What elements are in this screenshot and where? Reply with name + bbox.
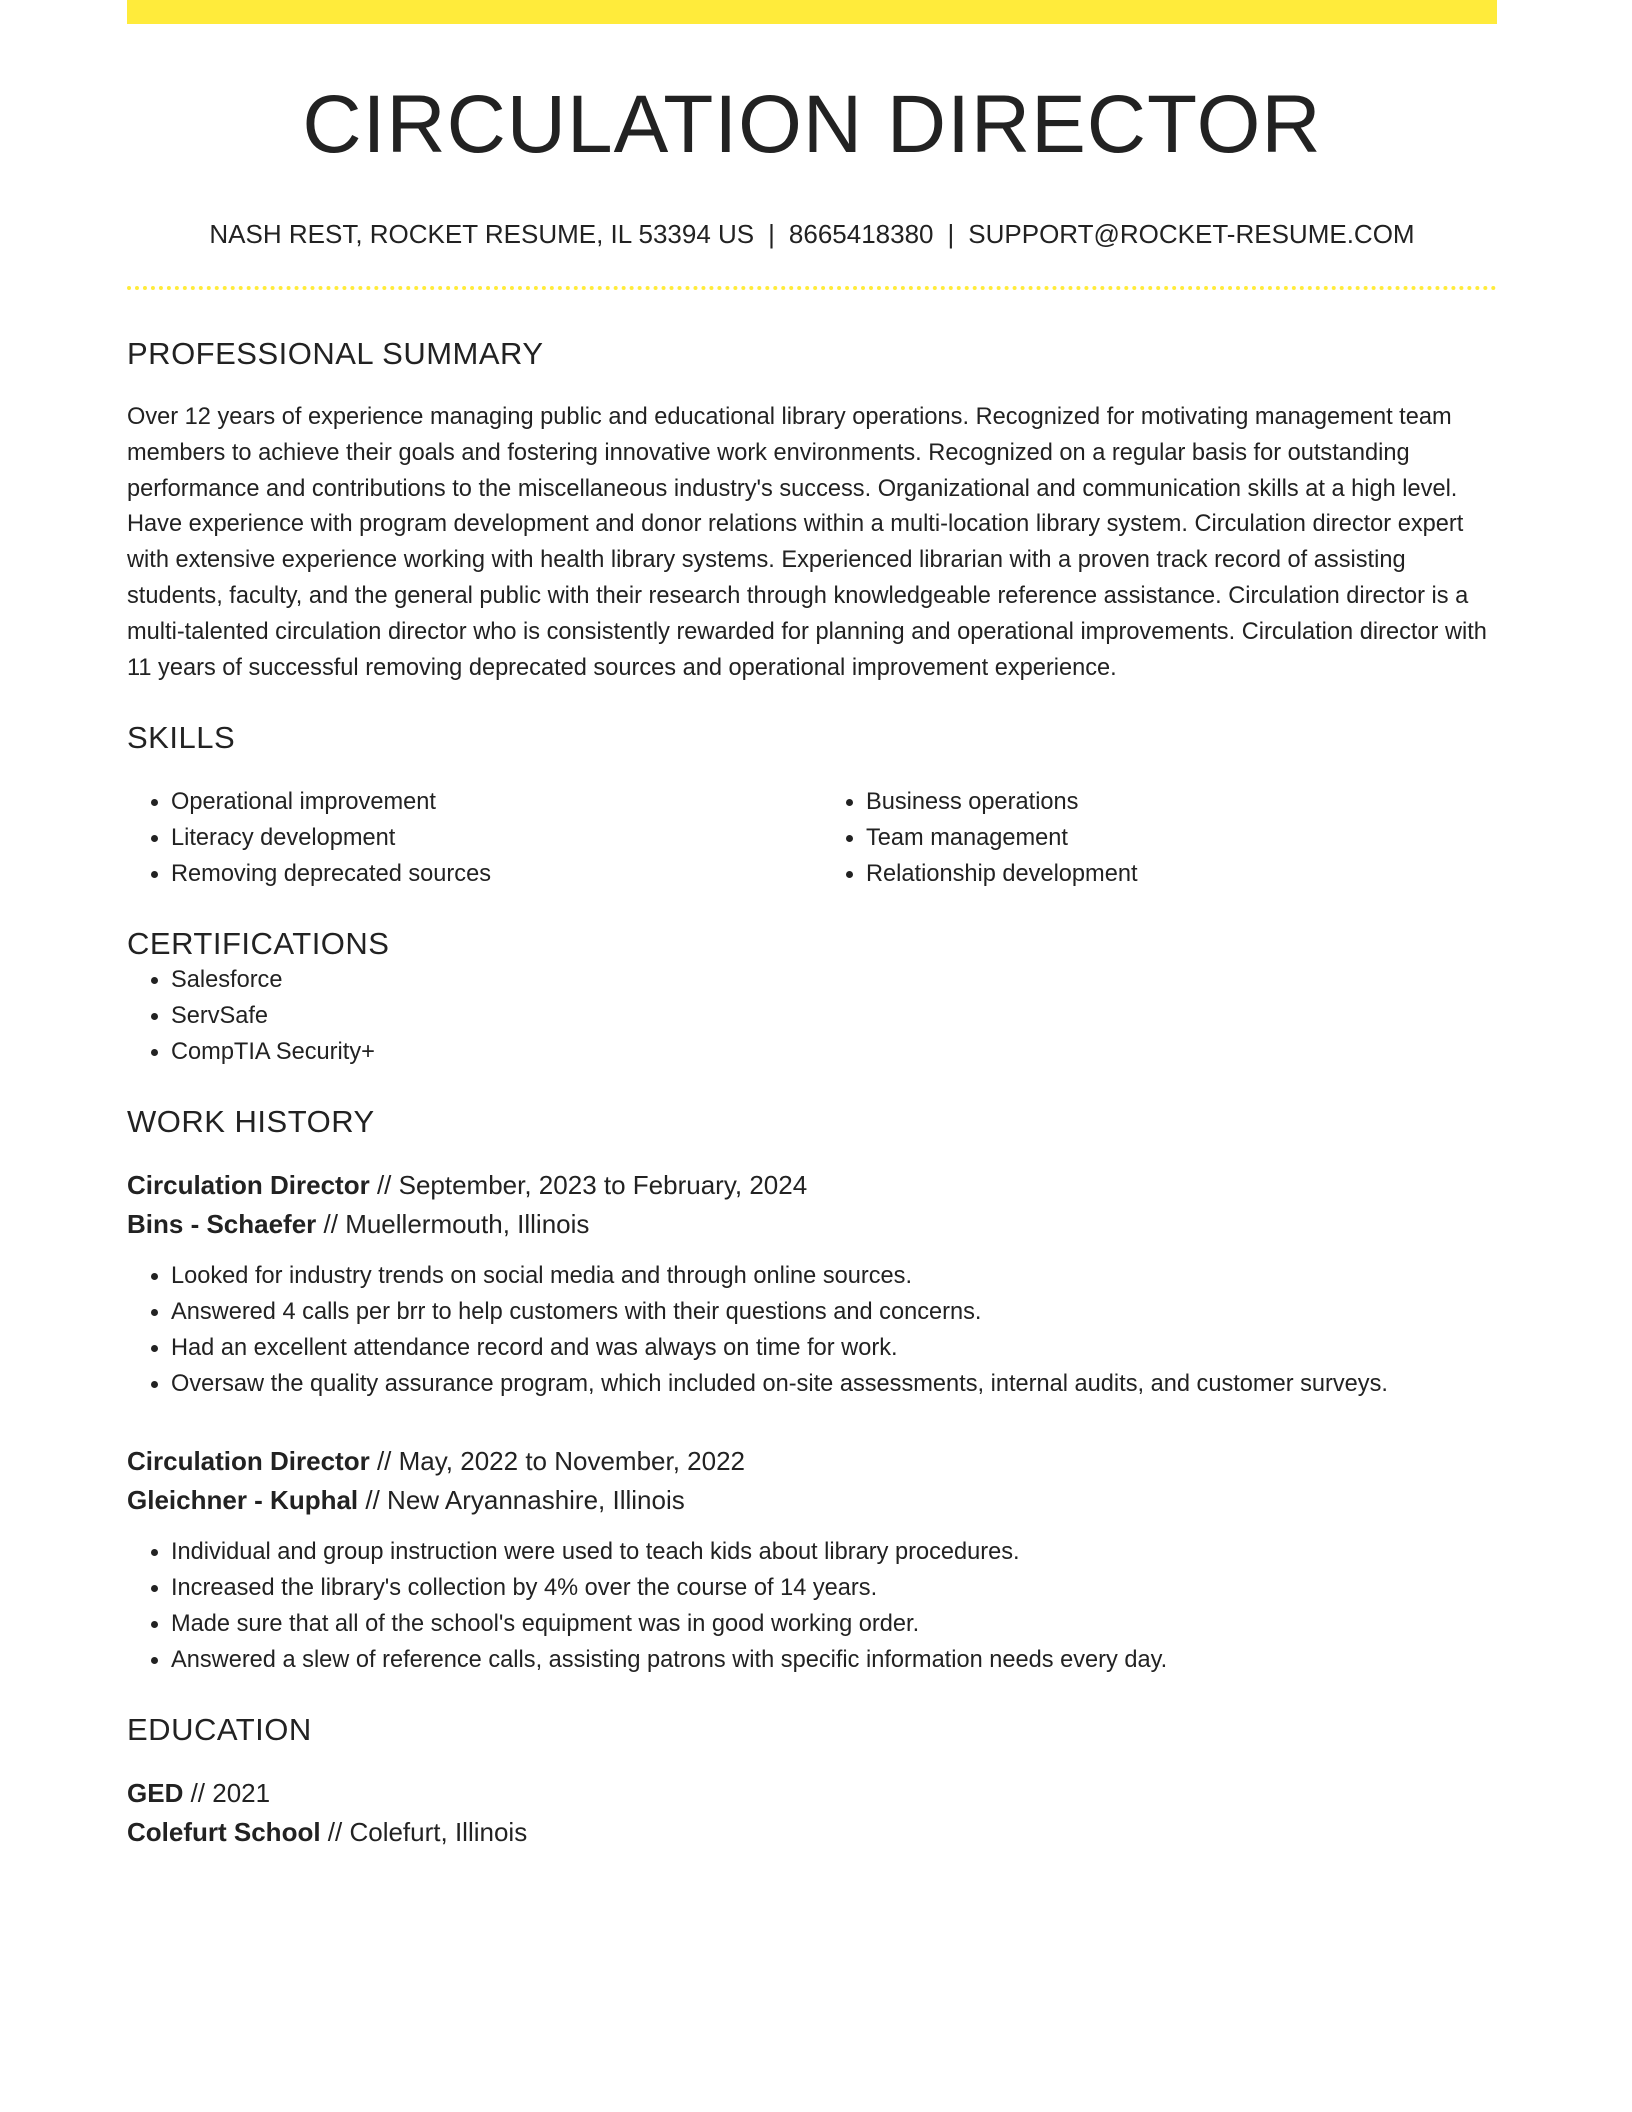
job-bullet: • Answered a slew of reference calls, assisting patrons with specific information needs every day. (171, 1642, 1497, 1678)
skill-item: • Business operations (866, 784, 1497, 820)
job-role: Circulation Director (127, 1446, 370, 1477)
summary-text: Over 12 years of experience managing public and educational library operations. Recognized for motivating management team members to achieve their goals and fostering innovative work environments. Recognized on a regular basis for outstanding performance and contributions to the miscellaneous industry's success. Organizational and communication skills at a high level. Have experience with program development and donor relations within a multi-location library system. Circulation director expert with extensive experience working with health library systems. Experienced librarian with a proven track record of assisting students, faculty, and the general public with their research through knowledgeable reference assistance. Circulation director is a multi-talented circulation director who is consistently rewarded for planning and operational improvements. Circulation director with 11 years of successful removing deprecated sources and operational improvement experience. (127, 403, 1487, 681)
job-company: Bins - Schaefer (127, 1209, 317, 1240)
skill-item: • Removing deprecated sources (171, 856, 802, 892)
section-title-skills: SKILLS (127, 720, 236, 756)
job-bullet: • Looked for industry trends on social media and through online sources. (171, 1258, 1497, 1294)
education-degree: GED (127, 1778, 184, 1809)
accent-top-bar (127, 0, 1497, 24)
contact-email: SUPPORT@ROCKET-RESUME.COM (968, 219, 1415, 250)
section-title-certifications: CERTIFICATIONS (127, 926, 390, 962)
dotted-divider (127, 286, 1497, 290)
skills-list-right (822, 784, 1497, 892)
section-title-summary: PROFESSIONAL SUMMARY (127, 335, 544, 371)
education-school: Colefurt School (127, 1817, 321, 1848)
education-entry (127, 1774, 1497, 1852)
skill-item: • Relationship development (866, 856, 1497, 892)
section-title-work-history: WORK HISTORY (127, 1104, 375, 1140)
contact-separator: | (947, 219, 955, 250)
resume-page (127, 0, 1497, 1852)
job-bullet: • Answered 4 calls per brr to help customers with their questions and concerns. (171, 1294, 1497, 1330)
section-title-education: EDUCATION (127, 1712, 312, 1748)
job-dates: // May, 2022 to November, 2022 (369, 1446, 746, 1477)
job-role-line (127, 1442, 1497, 1481)
certification-item: • CompTIA Security+ (171, 1034, 1497, 1070)
certification-item: • Salesforce (171, 962, 1497, 998)
job-company-line (127, 1481, 1497, 1520)
contact-address: NASH REST, ROCKET RESUME, IL 53394 US (209, 219, 755, 250)
job-location: // New Aryannashire, Illinois (358, 1485, 685, 1516)
contact-separator: | (768, 219, 775, 250)
contact-line (127, 218, 1497, 252)
job-dates: // September, 2023 to February, 2024 (369, 1170, 808, 1201)
skill-item: • Operational improvement (171, 784, 802, 820)
skills-list-left (127, 784, 802, 892)
certifications-list (127, 962, 1497, 1070)
skill-item: • Literacy development (171, 820, 802, 856)
job-role-line (127, 1166, 1497, 1205)
job-company: Gleichner - Kuphal (127, 1485, 359, 1516)
job-bullet: • Had an excellent attendance record and was always on time for work. (171, 1330, 1497, 1366)
education-year: // 2021 (183, 1778, 271, 1809)
job-company-line (127, 1205, 1497, 1244)
job-entry (127, 1442, 1497, 1678)
education-degree-line (127, 1774, 1497, 1813)
job-bullet: • Oversaw the quality assurance program, which included on-site assessments, internal audits, and customer surveys. (171, 1366, 1497, 1402)
job-bullet: • Individual and group instruction were used to teach kids about library procedures. (171, 1534, 1497, 1570)
skill-item: • Team management (866, 820, 1497, 856)
resume-title: CIRCULATION DIRECTOR (302, 79, 1322, 170)
certification-item: • ServSafe (171, 998, 1497, 1034)
job-bullets (127, 1258, 1497, 1402)
job-bullet: • Increased the library's collection by 4% over the course of 14 years. (171, 1570, 1497, 1606)
education-location: // Colefurt, Illinois (320, 1817, 528, 1848)
job-bullets (127, 1534, 1497, 1678)
job-entry (127, 1166, 1497, 1402)
job-role: Circulation Director (127, 1170, 370, 1201)
skills-grid (127, 784, 1497, 892)
education-school-line (127, 1813, 1497, 1852)
contact-phone: 8665418380 (788, 219, 934, 250)
job-location: // Muellermouth, Illinois (316, 1209, 590, 1240)
job-bullet: • Made sure that all of the school's equipment was in good working order. (171, 1606, 1497, 1642)
